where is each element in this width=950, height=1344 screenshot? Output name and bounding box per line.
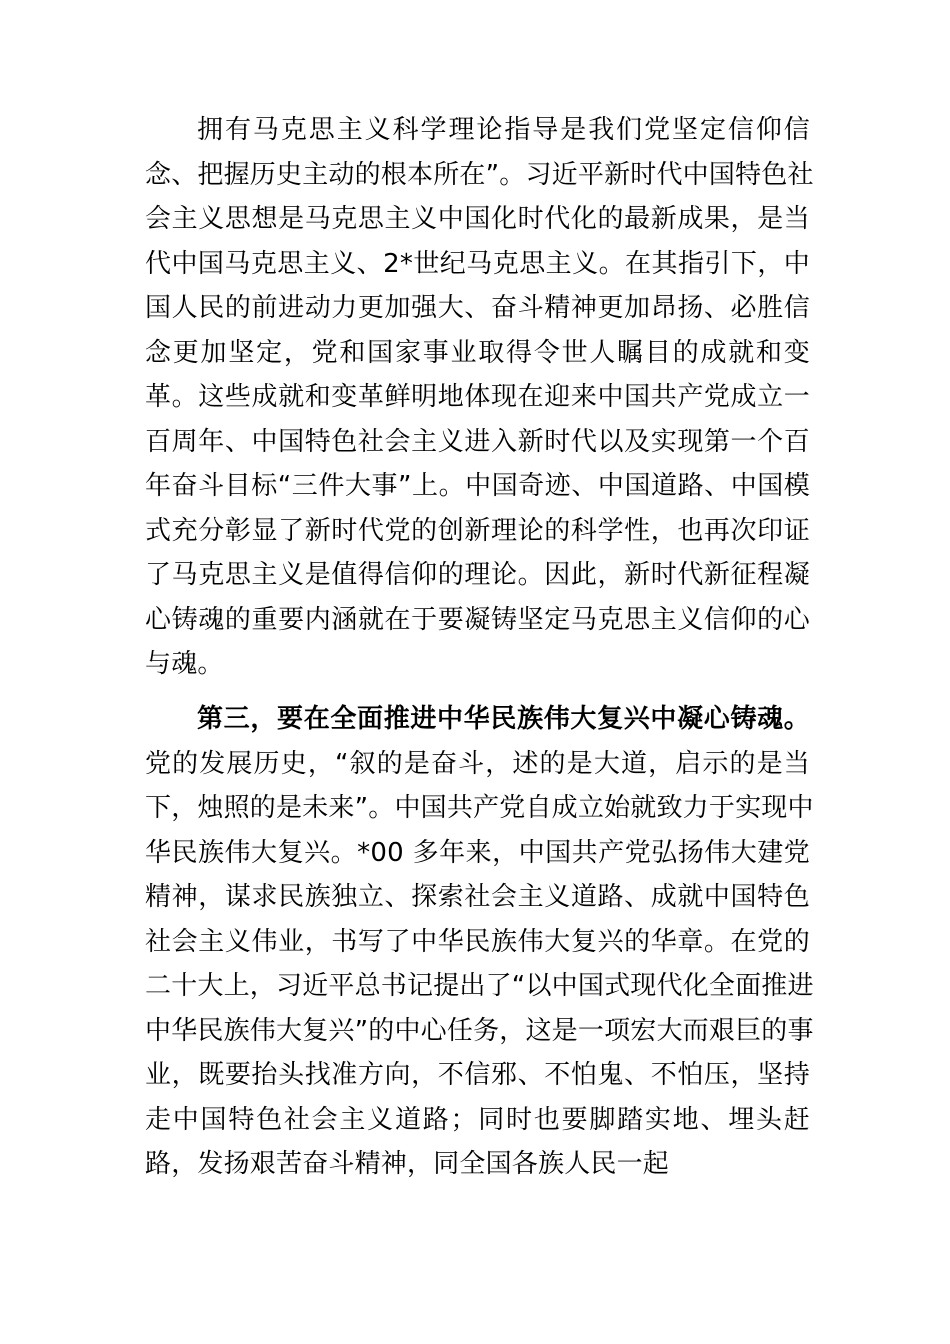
paragraph-line: 精神，谋求民族独立、探索社会主义道路、成就中国特色 xyxy=(145,882,810,912)
paragraph-line: 二十大上，习近平总书记提出了“以中国式现代化全面推进 xyxy=(145,971,814,1001)
paragraph-line: 了马克思主义是值得信仰的理论。因此，新时代新征程凝 xyxy=(145,560,810,590)
paragraph-line: 走中国特色社会主义道路；同时也要脚踏实地、埋头赶 xyxy=(145,1104,810,1135)
paragraph-line: 路，发扬艰苦奋斗精神，同全国各族人民一起 xyxy=(145,1149,670,1179)
paragraph-line: 中华民族伟大复兴”的中心任务，这是一项宏大而艰巨的事 xyxy=(145,1015,814,1046)
paragraph-line: 华民族伟大复兴。*00 多年来，中国共产党弘扬伟大建党 xyxy=(145,837,810,868)
paragraph-line: 心铸魂的重要内涵就在于要凝铸坚定马克思主义信仰的心 xyxy=(145,604,810,635)
paragraph-line: 革。这些成就和变革鲜明地体现在迎来中国共产党成立一 xyxy=(145,382,810,412)
paragraph-line: 社会主义伟业，书写了中华民族伟大复兴的华章。在党的 xyxy=(145,926,810,957)
paragraph-line: 会主义思想是马克思主义中国化时代化的最新成果，是当 xyxy=(145,204,810,234)
paragraph-line: 年奋斗目标“三件大事”上。中国奇迹、中国道路、中国模 xyxy=(145,471,810,501)
paragraph-line: 党的发展历史，“叙的是奋斗，述的是大道，启示的是当 xyxy=(145,748,810,779)
paragraph-line: 下，烛照的是未来”。中国共产党自成立始就致力于实现中 xyxy=(145,793,814,823)
paragraph-line: 拥有马克思主义科学理论指导是我们党坚定信仰信 xyxy=(197,115,810,145)
paragraph-line: 国人民的前进动力更加强大、奋斗精神更加昂扬、必胜信 xyxy=(145,293,810,323)
paragraph-line: 念更加坚定，党和国家事业取得令世人瞩目的成就和变 xyxy=(145,337,810,368)
paragraph-line: 业，既要抬头找准方向，不信邪、不怕鬼、不怕压，坚持 xyxy=(145,1060,810,1090)
paragraph-line: 与魂。 xyxy=(145,649,224,679)
paragraph-marxism-faith xyxy=(145,108,814,687)
paragraph-line: 代中国马克思主义、2*世纪马克思主义。在其指引下，中 xyxy=(145,248,810,279)
paragraph-line: 百周年、中国特色社会主义进入新时代以及实现第一个百 xyxy=(145,426,810,457)
paragraph-national-rejuvenation xyxy=(145,697,814,1187)
section-heading: 第三，要在全面推进中华民族伟大复兴中凝心铸魂。 xyxy=(197,704,810,734)
paragraph-line: 式充分彰显了新时代党的创新理论的科学性，也再次印证 xyxy=(145,515,810,546)
paragraph-line: 念、把握历史主动的根本所在”。习近平新时代中国特色社 xyxy=(145,159,814,190)
